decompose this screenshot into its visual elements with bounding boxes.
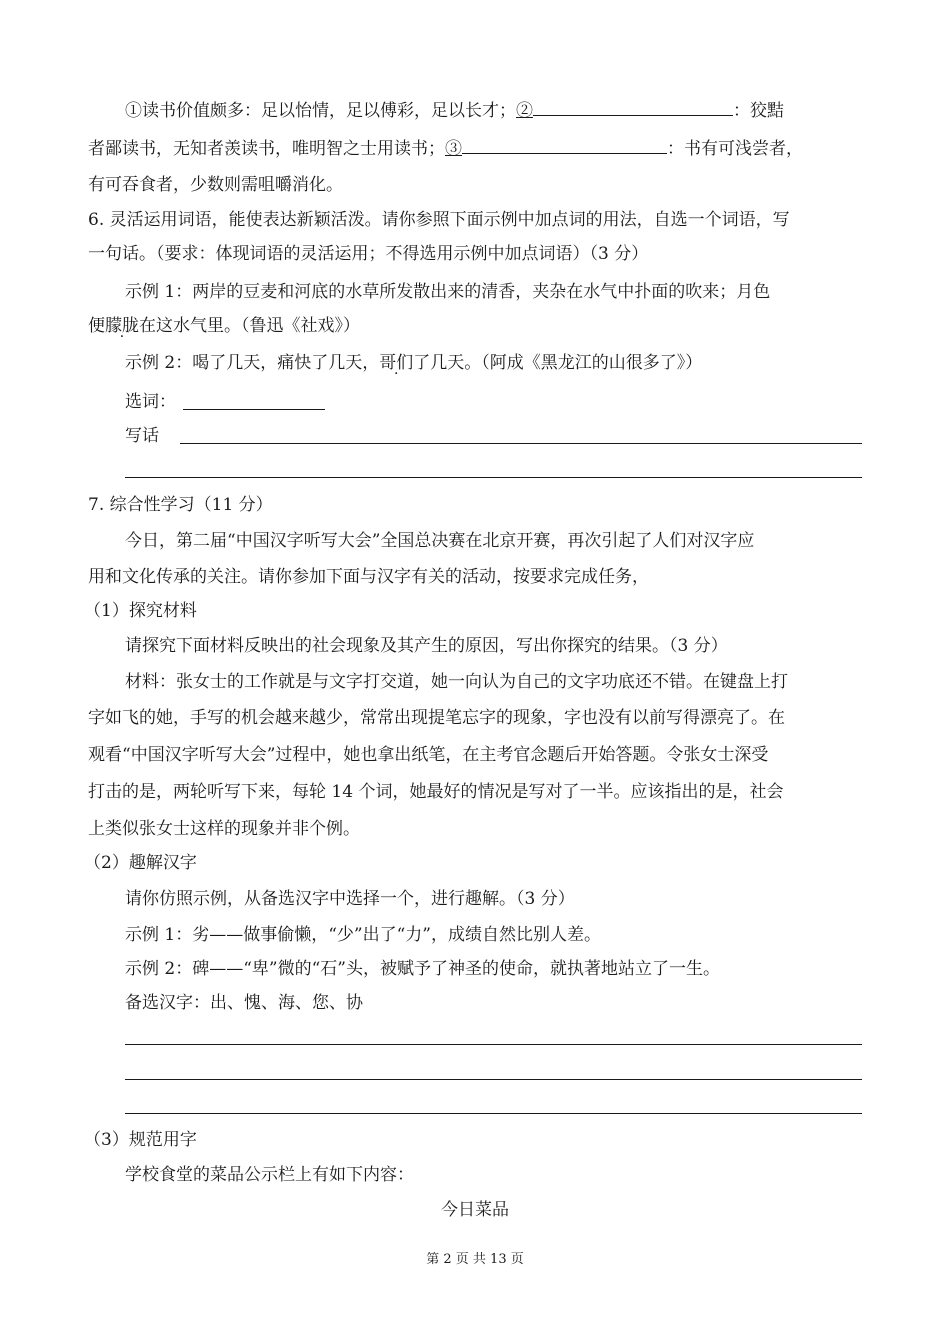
q6-text: 了几天。（阿成《黑龙江的山很多了》）: [413, 353, 703, 373]
q7-part-2-title: （2）趣解汉字: [84, 853, 197, 873]
q7-part-3-title: （3）规范用字: [84, 1130, 197, 1150]
q7-intro-line-1: 今日，第二届“中国汉字听写大会”全国总决赛在北京开赛，再次引起了人们对汉字应: [125, 531, 755, 551]
q7-part-2-example-2: 示例 2：碑——“卑”微的“石”头，被赋予了神圣的使命，就执著地站立了一生。: [125, 959, 720, 979]
q6-example-1-line-2: [88, 315, 360, 337]
q5-text: ：书有可浅尝者，: [667, 139, 803, 159]
q5-line-2: [88, 137, 803, 160]
q7-title: 7. 综合性学习（11 分）: [88, 495, 273, 515]
q6-write-label: 写话: [125, 426, 159, 446]
page-footer: 第 2 页 共 13 页: [426, 1252, 524, 1267]
q6-text: 示例 2：喝了几天，痛快了几天，: [125, 353, 380, 373]
q6-answer-line-2[interactable]: [125, 477, 862, 478]
q6-dotted-word: 哥们: [379, 353, 414, 373]
q6-select-label: 选词：: [125, 392, 176, 412]
q7-part-2-example-1: 示例 1：劣——做事偷懒，“少”出了“力”，成绩自然比别人差。: [125, 925, 601, 945]
q7-part-2-task: 请你仿照示例，从备选汉字中选择一个，进行趣解。（3 分）: [125, 889, 575, 909]
q7-material-line-2: 字如飞的她，手写的机会越来越少，常常出现提笔忘字的现象，字也没有以前写得漂亮了。在: [88, 708, 785, 728]
q6-example-2: [125, 352, 702, 374]
q5-circled-3: ③: [445, 139, 462, 159]
q5-text: 者鄙读书，无知者羡读书，唯明智之士用读书；: [88, 139, 445, 159]
q5-blank-2[interactable]: [533, 99, 733, 116]
q7-intro-line-2: 用和文化传承的关注。请你参加下面与汉字有关的活动，按要求完成任务，: [88, 567, 649, 587]
q6-text: 便: [88, 316, 105, 336]
q5-text: ：狡黠: [733, 101, 784, 121]
q7-part-2-answer-line-2[interactable]: [125, 1079, 862, 1080]
q7-material-line-4: 打击的是，两轮听写下来，每轮 14 个词，她最好的情况是写对了一半。应该指出的是，社会: [88, 782, 784, 802]
q7-part-1-task: 请探究下面材料反映出的社会现象及其产生的原因，写出你探究的结果。（3 分）: [125, 636, 728, 656]
q7-material-line-1: 材料：张女士的工作就是与文字打交道，她一向认为自己的文字功底还不错。在键盘上打: [125, 672, 788, 692]
q5-blank-3[interactable]: [462, 137, 667, 154]
q7-part-2-answer-line-3[interactable]: [125, 1113, 862, 1114]
q6-select-blank[interactable]: [183, 409, 325, 410]
q6-example-1-line-1: 示例 1：两岸的豆麦和河底的水草所发散出来的清香，夹杂在水气中扑面的吹来；月色: [125, 282, 771, 302]
q6-answer-line-1[interactable]: [180, 443, 862, 444]
q7-material-line-5: 上类似张女士这样的现象并非个例。: [88, 819, 360, 839]
q6-prompt-line-2: 一句话。（要求：体现词语的灵活运用；不得选用示例中加点词语）（3 分）: [88, 244, 649, 264]
q6-dotted-word: 朦胧: [105, 316, 139, 336]
q5-circled-2: ②: [516, 101, 533, 121]
q5-line-1: [125, 99, 784, 122]
q7-part-2-options: 备选汉字：出、愧、海、您、协: [125, 993, 363, 1013]
q7-part-3-task: 学校食堂的菜品公示栏上有如下内容：: [125, 1165, 414, 1185]
q6-text: 在这水气里。（鲁迅《社戏》）: [139, 316, 360, 336]
menu-title: 今日菜品: [441, 1200, 509, 1220]
q7-part-2-answer-line-1[interactable]: [125, 1044, 862, 1045]
q5-text: ①读书价值颇多：足以怡情，足以傅彩，足以长才；: [125, 101, 516, 121]
q5-line-3: 有可吞食者，少数则需咀嚼消化。: [88, 175, 343, 195]
q6-prompt-line-1: 6. 灵活运用词语，能使表达新颖活泼。请你参照下面示例中加点词的用法，自选一个词语，写: [88, 210, 790, 230]
q7-part-1-title: （1）探究材料: [84, 601, 197, 621]
q7-material-line-3: 观看“中国汉字听写大会”过程中，她也拿出纸笔，在主考官念题后开始答题。令张女士深受: [88, 745, 769, 765]
